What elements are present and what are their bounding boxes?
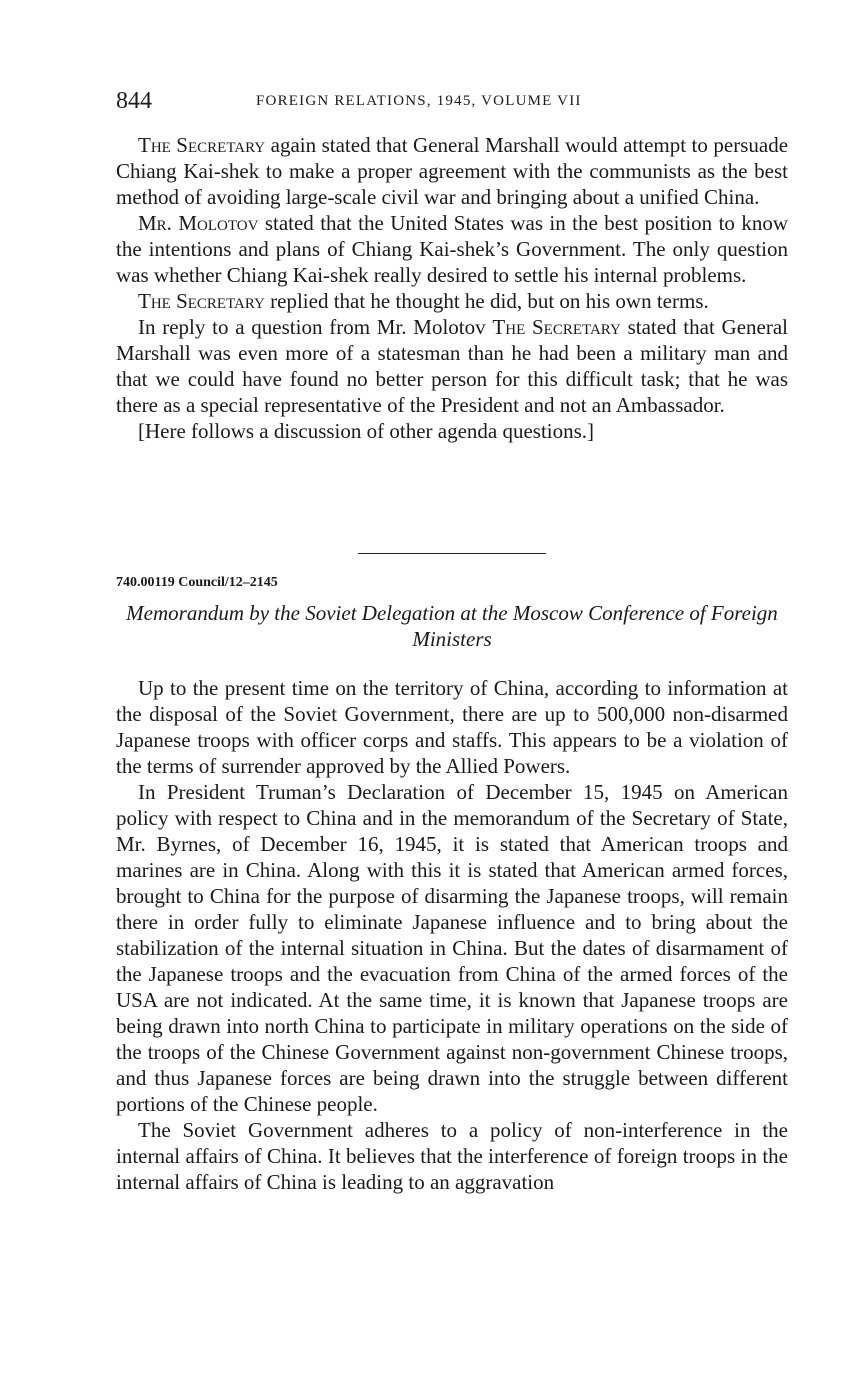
- running-head: FOREIGN RELATIONS, 1945, VOLUME VII: [256, 93, 582, 109]
- paragraph-japanese-troops: Up to the present time on the territory of China, according to information at the disposal of the Soviet Government, there are up to 500,000 non-disarmed Japanese troops with officer corps and staffs. This appears to be a violation of the terms of surrender approved by the Allied Powers.: [116, 676, 788, 778]
- paragraph-text: stated that General Marshall was even more of a statesman than he had been a military man and that we could have found no better person for this difficult task; that he was there as a special representative of the President and not an Ambassador.: [116, 315, 788, 417]
- speaker-label: The Secretary: [492, 315, 621, 339]
- document-reference: 740.00119 Council/12–2145: [116, 575, 278, 590]
- minutes-section: [116, 132, 788, 444]
- paragraph-text: replied that he thought he did, but on his own terms.: [264, 289, 709, 313]
- paragraph-statesman: [116, 314, 788, 418]
- paragraph-molotov: [116, 210, 788, 288]
- page-number: 844: [116, 88, 152, 114]
- section-divider: [358, 553, 546, 554]
- paragraph-truman-declaration: In President Truman’s Declaration of December 15, 1945 on American policy with respect to China and in the memorandum of the Secretary of State, Mr. Byrnes, of December 16, 1945, it is stated that American troops and marines are in China. Along with this it is stated that American armed forces, brought to China for the purpose of disarming the Japanese troops, will remain there in order fully to eliminate Japanese influence and to bring about the stabilization of the internal situation in China. But the dates of disarmament of the Japanese troops and the evacuation from China of the armed forces of the USA are not indicated. At the same time, it is known that Japanese troops are being drawn into north China to participate in military operations on the side of the troops of the Chinese Government against non-government Chinese troops, and thus Japanese forces are being drawn into the struggle between different portions of the Chinese people.: [116, 780, 788, 1116]
- document-title: Memorandum by the Soviet Delegation at the Moscow Conference of Foreign Ministers: [126, 601, 778, 651]
- paragraph-text: In reply to a question from Mr. Molotov: [138, 315, 493, 339]
- paragraph-non-interference: The Soviet Government adheres to a policy of non-interference in the internal affairs of China. It believes that the interference of foreign troops in the internal affairs of China is leading to an aggravation: [116, 1118, 788, 1194]
- paragraph-secretary-marshall: [116, 132, 788, 210]
- speaker-label: The Secretary: [138, 133, 266, 157]
- paragraph-secretary-reply: [116, 288, 788, 314]
- paragraph-text: again stated that General Marshall would attempt to persuade Chiang Kai-shek to make a proper agreement with the communists as the best method of avoiding large-scale civil war and bringing about a unified China.: [116, 133, 789, 209]
- memorandum-body: [116, 675, 788, 1195]
- paragraph-text: [Here follows a discussion of other agenda questions.]: [138, 419, 595, 443]
- speaker-label: The Secretary: [138, 289, 265, 313]
- paragraph-text: stated that the United States was in the best position to know the intentions and plans of Chiang Kai-shek’s Government. The only question was whether Chiang Kai-shek really desired to settle his internal problems.: [116, 211, 788, 287]
- paragraph-editorial-note: [116, 418, 788, 444]
- page-header: [116, 88, 788, 118]
- speaker-label: Mr. Molotov: [138, 211, 259, 235]
